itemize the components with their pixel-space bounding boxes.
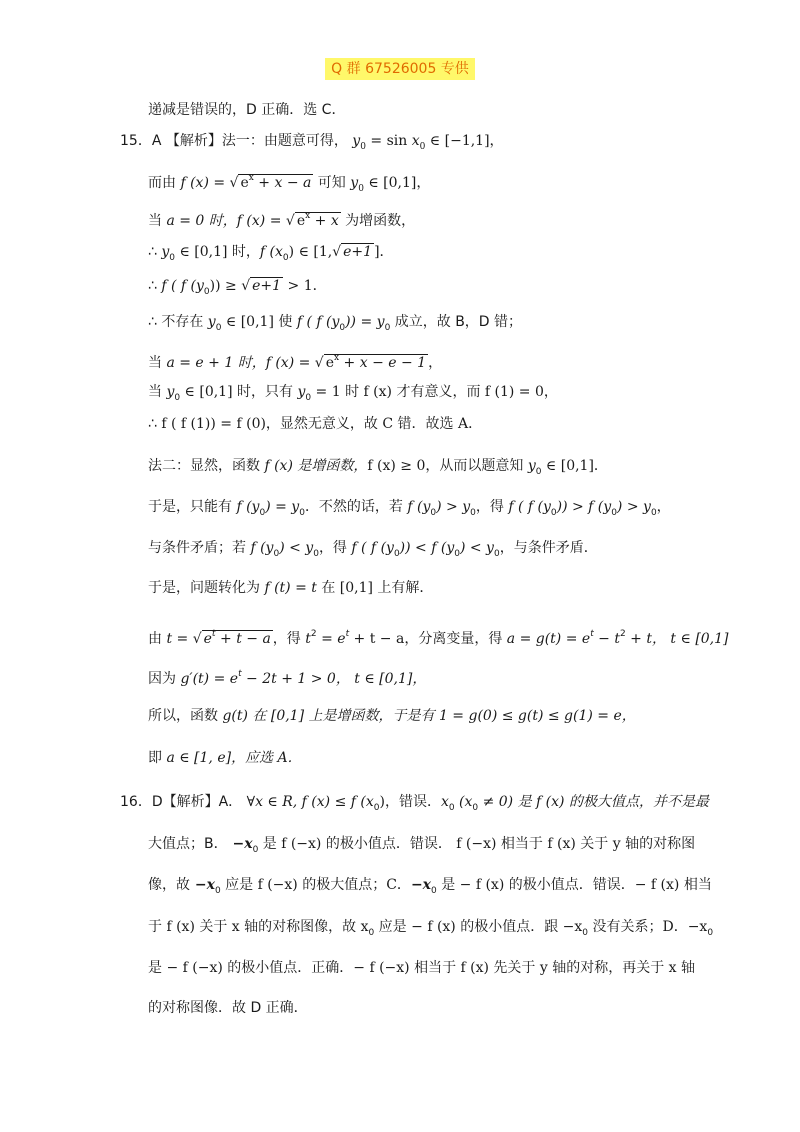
text-line: 当 a = 0 时，f (x) = √ $e^x + x$ 为增函数，	[148, 211, 416, 229]
text-line: 于是，只能有 f $(y_0) = y_0$．不然的话，若 f $(y_0) > y_0$，得 f ( f $(y_0)) > f$ $(y_0) > y_0$，	[148, 499, 671, 518]
watermark: Q 群 67526005 专供	[0, 58, 800, 78]
text-line: 法二：显然，函数 f (x) 是增函数，f (x) ≥ 0，从而以题意知 $y_0$ ∈ [0,1]．	[148, 458, 608, 477]
text-line: 当 $y_0$ ∈ [0,1] 时，只有 $y_0 = 1$ 时 f (x) 才有意义，而 f (1) = 0，	[148, 384, 558, 403]
text-line: 的对称图像．故 D 正确．	[148, 1000, 308, 1016]
text-line: 大值点；B． $-x_0$ 是 f (−x) 的极小值点．错误． f (−x) 相当于 f (x) 关于 y 轴的对称图	[148, 836, 696, 855]
text-line: 是 − f (−x) 的极小值点．正确．− f (−x) 相当于 f (x) 先关于 y 轴的对称，再关于 x 轴	[148, 960, 696, 976]
text-line: 于 f (x) 关于 x 轴的对称图像，故 $x_0$ 应是 − f (x) 的极小值点．跟 $-x_0$ 没有关系；D．$-x_0$	[148, 919, 714, 938]
text-line: ∴ $y_0$ ∈ [0,1] 时，f $(x_0)$ ∈ [1,√ e+1 ]．	[148, 244, 394, 263]
text-line: 16．D【解析】A． ∀x ∈ R, f (x) ≤ f $(x_0)$，错误．$x_0$ $(x_0 \ne 0)$ 是 f (x) 的极大值点，并不是最	[120, 794, 709, 813]
text-line: 与条件矛盾；若 f $(y_0) < y_0$，得 f ( f $(y_0)) < f$ $(y_0) < y_0$，与条件矛盾．	[148, 540, 598, 559]
text-line: 由 t = √ $e^t + t - a$ ，得 $t^2 = e^t + t - a$，分离变量，得 $a = g(t) = e^t - t^2 + t$， t ∈ [0,1]	[148, 629, 729, 647]
text-line: 于是，问题转化为 f (t) = t 在 [0,1] 上有解．	[148, 580, 434, 596]
text-line: 15．A 【解析】法一：由题意可得， $y_0 = \sin x_0$ ∈ [−1,1]，	[120, 133, 504, 152]
text-line: 因为 $g'(t) = e^t - 2t + 1 > 0$， t ∈ [0,1]，	[148, 669, 427, 687]
text-line: 像，故 $-x_0$ 应是 f (−x) 的极大值点；C．$-x_0$ 是 − f (x) 的极小值点．错误．− f (x) 相当	[148, 877, 712, 896]
text-line: ∴ f ( f $(y_0)$) ≥ √ e+1 > 1．	[148, 278, 327, 297]
text-line: 所以，函数 g(t) 在 [0,1] 上是增函数，于是有 1 = g(0) ≤ g(t) ≤ g(1) = e，	[148, 708, 636, 724]
text-line: 当 a = e + 1 时，f (x) = √ $e^x + x - e - 1$ ，	[148, 353, 443, 371]
text-line: ∴ f ( f (1)) = f (0)，显然无意义，故 C 错．故选 A．	[148, 416, 483, 432]
text-line: 即 a ∈ [1, e]，应选 A．	[148, 750, 302, 766]
text-line: ∴ 不存在 $y_0$ ∈ [0,1] 使 f ( f $(y_0)) = y_0$ 成立，故 B，D 错；	[148, 314, 523, 333]
text-line: 而由 f (x) = √ $e^x + x - a$ 可知 $y_0$ ∈ [0,1]，	[148, 173, 431, 194]
text-line: 递减是错误的，D 正确．选 C．	[148, 102, 346, 118]
